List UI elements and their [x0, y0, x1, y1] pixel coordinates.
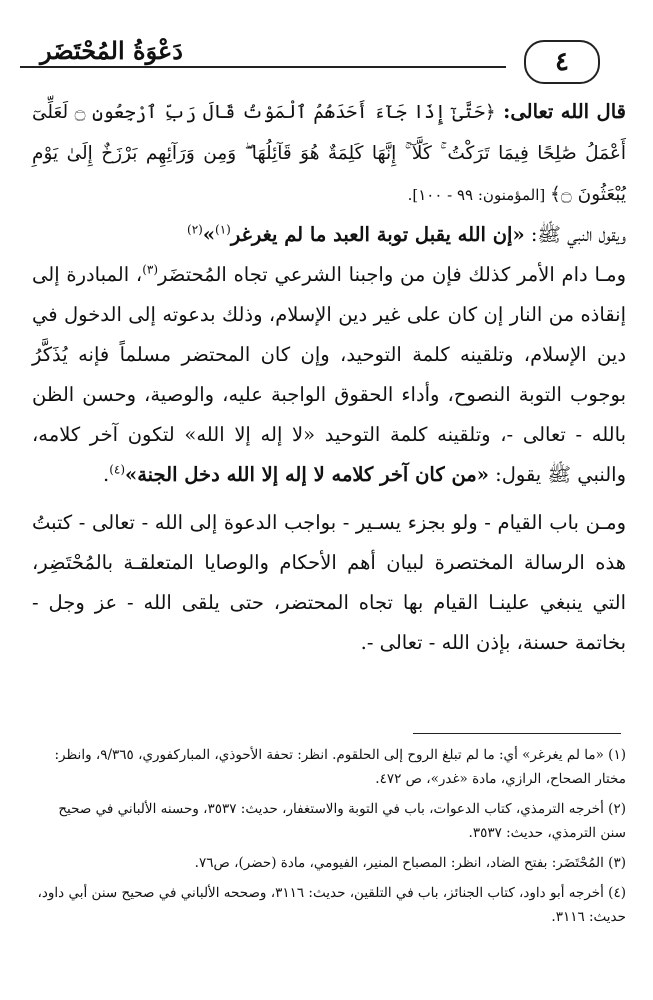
verse-intro: قال الله تعالى: — [495, 100, 626, 123]
duty-text-start: ومـا دام الأمر كذلك فإن من واجبنا الشرعي تجاه المُحتضَر — [158, 263, 627, 286]
hadith-close-quote: » — [202, 223, 216, 246]
duty-text-body: ، المبادرة إلى إنقاذه من النار إن كان على غير دين الإسلام، وذلك بدعوته إلى الدخول في دين الإسلام، وتلقينه كلمة التوحيد، وإن كان المحتضر مسلماً فإنه يُذَكَّرُ بوجوب التوبة النصوح، وأداء الحقوق الواجبة عليه، والوصية، وحسن الظن بالله - تعالى -، وتلقينه كلمة التوحيد «لا إله إلا الله» لتكون آخر كلامه، والنبي ﷺ يقول: — [32, 263, 626, 486]
footnote-ref-1: (١) — [215, 222, 231, 237]
verse-paragraph — [32, 92, 626, 215]
footnote-ref-4: (٤) — [109, 462, 126, 477]
duty-paragraph — [32, 255, 626, 495]
footnote-2: (٢) أخرجه الترمذي، كتاب الدعوات، باب في التوبة والاستغفار، حديث: ٣٥٣٧، وحسنه الألباني في صحيح سنن الترمذي، حديث: ٣٥٣٧. — [58, 801, 626, 841]
page-number-badge: ٤ — [524, 40, 600, 84]
verse-reference: [المؤمنون: ٩٩ - ١٠٠]. — [407, 186, 551, 204]
running-title: دَعْوَةُ المُحْتَضَر — [40, 36, 183, 65]
footnote-ref-3: (٣) — [142, 262, 159, 277]
tawhid-hadith: «من كان آخر كلامه لا إله إلا الله دخل الجنة» — [125, 463, 489, 486]
footnote-3: (٣) المُحْتَضَر: بفتح الضاد، انظر: المصباح المنير، الفيومي، مادة (حضر)، ص٧٦. — [194, 855, 626, 871]
quran-verse: ﴿حَتَّىٰٓ إِذَا جَآءَ أَحَدَهُمُ ٱلْمَوْتُ قَالَ رَبِّ ٱرْجِعُونِ ۝ لَعَلِّىٓ أَعْمَلُ صَٰلِحًا فِيمَا تَرَكْتُ ۚ كَلَّآ ۚ إِنَّهَا كَلِمَةٌ هُوَ قَآئِلُهَا ۖ وَمِن وَرَآئِهِم بَرْزَخٌ إِلَىٰ يَوْمِ يُبْعَثُونَ ۝﴾ — [32, 102, 626, 205]
page-header — [20, 34, 630, 88]
hadith-text: «إن الله يقبل توبة العبد ما لم يغرغر — [230, 223, 525, 246]
footnote-1: (١) «ما لم يغرغر» أي: ما لم تبلغ الروح إلى الحلقوم. انظر: تحفة الأحوذي، المباركفوري، ٩/٣٦٥، وانظر: مختار الصحاح، الرازي، مادة «غدر»، ص ٤٧٢. — [54, 747, 626, 787]
purpose-paragraph: ومـن باب القيام - ولو بجزء يسـير - بواجب الدعوة إلى الله - تعالى - كتبتُ هذه الرسالة المختصرة لبيان أهم الأحكام والوصايا المتعلقـة بالمُحْتَضِر، التي ينبغي علينـا القيام بها تجاه المحتضر، حتى يلقى الله - عز وجل - بخاتمة حسنة، بإذن الله - تعالى -. — [32, 511, 626, 654]
hadith-intro: ويقول النبي ﷺ: — [524, 223, 626, 246]
footnote-divider — [413, 733, 621, 734]
footnote-ref-2: (٢) — [187, 222, 203, 237]
main-text — [32, 92, 626, 663]
hadith-paragraph — [32, 215, 626, 255]
footnotes — [32, 743, 626, 935]
duty-text-end: . — [103, 463, 110, 486]
footnote-4: (٤) أخرجه أبو داود، كتاب الجنائز، باب في التلقين، حديث: ٣١١٦، وصححه الألباني في صحيح سنن أبي داود، حديث: ٣١١٦. — [37, 885, 626, 925]
